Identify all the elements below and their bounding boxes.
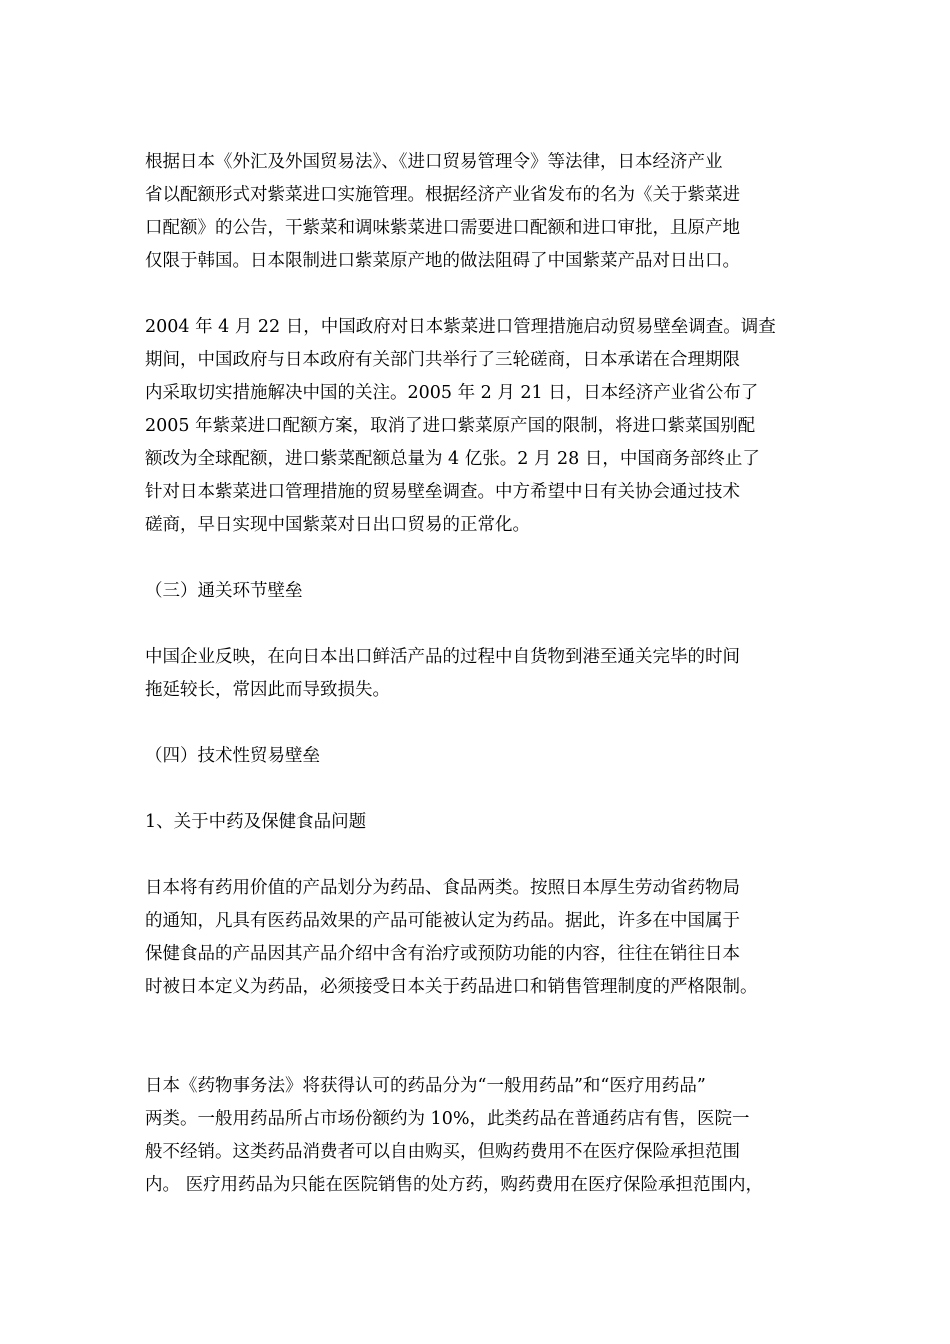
section-heading-technical-barriers	[145, 740, 810, 773]
heading-text: 1、关于中药及保健食品问题	[145, 812, 367, 832]
paragraph-spacer	[145, 707, 810, 740]
text-line: 针对日本紫菜进口管理措施的贸易壁垒调查。中方希望中日有关协会通过技术	[145, 482, 740, 502]
text-line: 根据日本《外汇及外国贸易法》、《进口贸易管理令》等法律，日本经济产业	[145, 152, 723, 172]
text-line: 日本《药物事务法》将获得认可的药品分为“一般用药品”和“医疗用药品”	[145, 1076, 706, 1096]
text-line: 两类。一般用药品所占市场份额约为 10%，此类药品在普通药店有售，医院一	[145, 1109, 750, 1129]
heading-text: （三）通关环节壁垒	[145, 581, 303, 601]
text-line: 般不经销。这类药品消费者可以自由购买，但购药费用不在医疗保险承担范围	[145, 1142, 740, 1162]
text-line: 时被日本定义为药品，必须接受日本关于药品进口和销售管理制度的严格限制。	[145, 977, 758, 997]
text-line: 的通知，凡具有医药品效果的产品可能被认定为药品。据此，许多在中国属于	[145, 911, 740, 931]
text-line: 2004 年 4 月 22 日，中国政府对日本紫菜进口管理措施启动贸易壁垒调查。调查	[145, 317, 776, 337]
paragraph-spacer	[145, 542, 810, 575]
paragraph-spacer	[145, 278, 810, 311]
text-line: 额改为全球配额，进口紫菜配额总量为 4 亿张。2 月 28 日，中国商务部终止了	[145, 449, 760, 469]
text-line: 2005 年紫菜进口配额方案，取消了进口紫菜原产国的限制，将进口紫菜国别配	[145, 416, 756, 436]
text-line: 内采取切实措施解决中国的关注。2005 年 2 月 21 日，日本经济产业省公布了	[145, 383, 759, 403]
text-line: 期间，中国政府与日本政府有关部门共举行了三轮磋商，日本承诺在合理期限	[145, 350, 740, 370]
heading-text: （四）技术性贸易壁垒	[145, 746, 320, 766]
text-line: 磋商，早日实现中国紫菜对日出口贸易的正常化。	[145, 515, 530, 535]
text-line: 口配额》的公告，干紫菜和调味紫菜进口需要进口配额和进口审批，且原产地	[145, 218, 740, 238]
text-line: 日本将有药用价值的产品划分为药品、食品两类。按照日本厚生劳动省药物局	[145, 878, 740, 898]
text-line: 省以配额形式对紫菜进口实施管理。根据经济产业省发布的名为《关于紫菜进	[145, 185, 740, 205]
text-line: 拖延较长，常因此而导致损失。	[145, 680, 390, 700]
text-line: 中国企业反映，在向日本出口鲜活产品的过程中自货物到港至通关完毕的时间	[145, 647, 740, 667]
paragraph-customs-delay	[145, 641, 810, 707]
text-line: 内。 医疗用药品为只能在医院销售的处方药，购药费用在医疗保险承担范围内，	[145, 1175, 764, 1195]
paragraph-pharmaceutical-affairs-law	[145, 1070, 810, 1202]
paragraph-trade-barrier-investigation	[145, 311, 810, 542]
paragraph-spacer	[145, 608, 810, 641]
paragraph-laver-quota-management	[145, 146, 810, 278]
text-line: 仅限于韩国。日本限制进口紫菜原产地的做法阻碍了中国紫菜产品对日出口。	[145, 251, 740, 271]
paragraph-spacer	[145, 839, 810, 872]
section-heading-customs-barriers	[145, 575, 810, 608]
paragraph-spacer	[145, 773, 810, 806]
document-body	[145, 146, 810, 1202]
subsection-heading-tcm-health-food	[145, 806, 810, 839]
paragraph-spacer	[145, 1004, 810, 1070]
text-line: 保健食品的产品因其产品介绍中含有治疗或预防功能的内容，往往在销往日本	[145, 944, 740, 964]
paragraph-drug-classification	[145, 872, 810, 1004]
